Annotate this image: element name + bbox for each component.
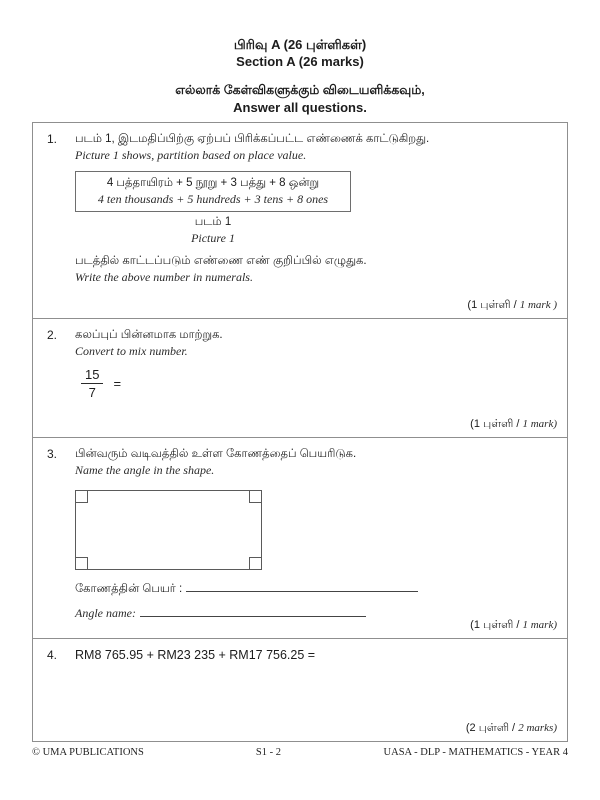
place-value-box bbox=[75, 171, 351, 212]
picture-caption-tamil: படம் 1 bbox=[194, 216, 232, 228]
question-3-marks: (1 புள்ளி / 1 mark) bbox=[470, 619, 557, 631]
answer-instruction-tamil: எல்லாக் கேள்விகளுக்கும் விடையளிக்கவும், bbox=[175, 83, 425, 97]
picture-caption bbox=[75, 214, 351, 246]
question-1-instruction-english: Write the above number in numerals. bbox=[75, 270, 253, 284]
footer-publisher: © UMA PUBLICATIONS bbox=[32, 747, 144, 758]
question-2-text-tamil: கலப்புப் பின்னமாக மாற்றுக. bbox=[75, 329, 223, 341]
footer-page-number: S1 - 2 bbox=[255, 747, 281, 758]
question-3 bbox=[33, 438, 567, 639]
questions-container bbox=[32, 122, 568, 742]
question-4 bbox=[33, 639, 567, 741]
question-2-marks: (1 புள்ளி / 1 mark) bbox=[470, 418, 557, 430]
question-4-number: 4. bbox=[47, 648, 58, 662]
question-1-text-tamil: படம் 1, இடமதிப்பிற்கு ஏற்பப் பிரிக்கப்பட்ட எண்ணைக் காட்டுகிறது. bbox=[75, 133, 430, 145]
question-1 bbox=[33, 123, 567, 319]
question-4-marks: (2 புள்ளி / 2 marks) bbox=[465, 722, 557, 734]
question-1-number: 1. bbox=[47, 132, 58, 146]
fraction-expression bbox=[81, 367, 557, 400]
fraction-denominator: 7 bbox=[81, 383, 103, 400]
question-3-text-tamil: பின்வரும் வடிவத்தில் உள்ள கோணத்தைப் பெயரிடுக. bbox=[75, 448, 357, 460]
question-1-marks: (1 புள்ளி / 1 mark ) bbox=[467, 299, 557, 311]
angle-name-label-english: Angle name: bbox=[75, 605, 557, 621]
question-1-instruction-tamil: படத்தில் காட்டப்படும் எண்ணை எண் குறிப்பில் எழுதுக. bbox=[75, 255, 367, 267]
picture-caption-english: Picture 1 bbox=[191, 231, 235, 245]
section-title-english: Section A (26 marks) bbox=[236, 54, 364, 69]
answer-instruction-english: Answer all questions. bbox=[233, 100, 367, 115]
place-value-english: 4 ten thousands + 5 hundreds + 3 tens + 8 ones bbox=[97, 192, 329, 206]
right-angle-mark-bottom-right bbox=[249, 557, 262, 570]
right-angle-mark-bottom-left bbox=[75, 557, 88, 570]
question-3-number: 3. bbox=[47, 447, 58, 461]
question-2-text-english: Convert to mix number. bbox=[75, 344, 188, 358]
page-footer bbox=[32, 747, 568, 758]
rectangle-shape bbox=[75, 490, 262, 570]
answer-blank-tamil bbox=[186, 581, 418, 592]
place-value-tamil: 4 பத்தாயிரம் + 5 நூறு + 3 பத்து + 8 ஒன்று bbox=[106, 177, 320, 189]
fraction-numerator: 15 bbox=[85, 367, 100, 382]
answer-blank-english bbox=[140, 606, 366, 617]
question-1-text-english: Picture 1 shows, partition based on place value. bbox=[75, 148, 307, 162]
section-header bbox=[0, 36, 600, 116]
question-4-expression: RM8 765.95 + RM23 235 + RM17 756.25 = bbox=[75, 648, 316, 662]
right-angle-mark-top-left bbox=[75, 490, 88, 503]
angle-name-label-tamil: கோணத்தின் பெயர் : bbox=[75, 581, 557, 597]
right-angle-mark-top-right bbox=[249, 490, 262, 503]
section-title-tamil: பிரிவு A (26 புள்ளிகள்) bbox=[233, 37, 367, 52]
question-3-text-english: Name the angle in the shape. bbox=[75, 463, 215, 477]
equals-sign: = bbox=[113, 376, 122, 391]
fraction bbox=[81, 367, 103, 400]
question-2-number: 2. bbox=[47, 328, 58, 342]
question-2 bbox=[33, 319, 567, 438]
footer-paper-title: UASA - DLP - MATHEMATICS - YEAR 4 bbox=[383, 747, 568, 758]
